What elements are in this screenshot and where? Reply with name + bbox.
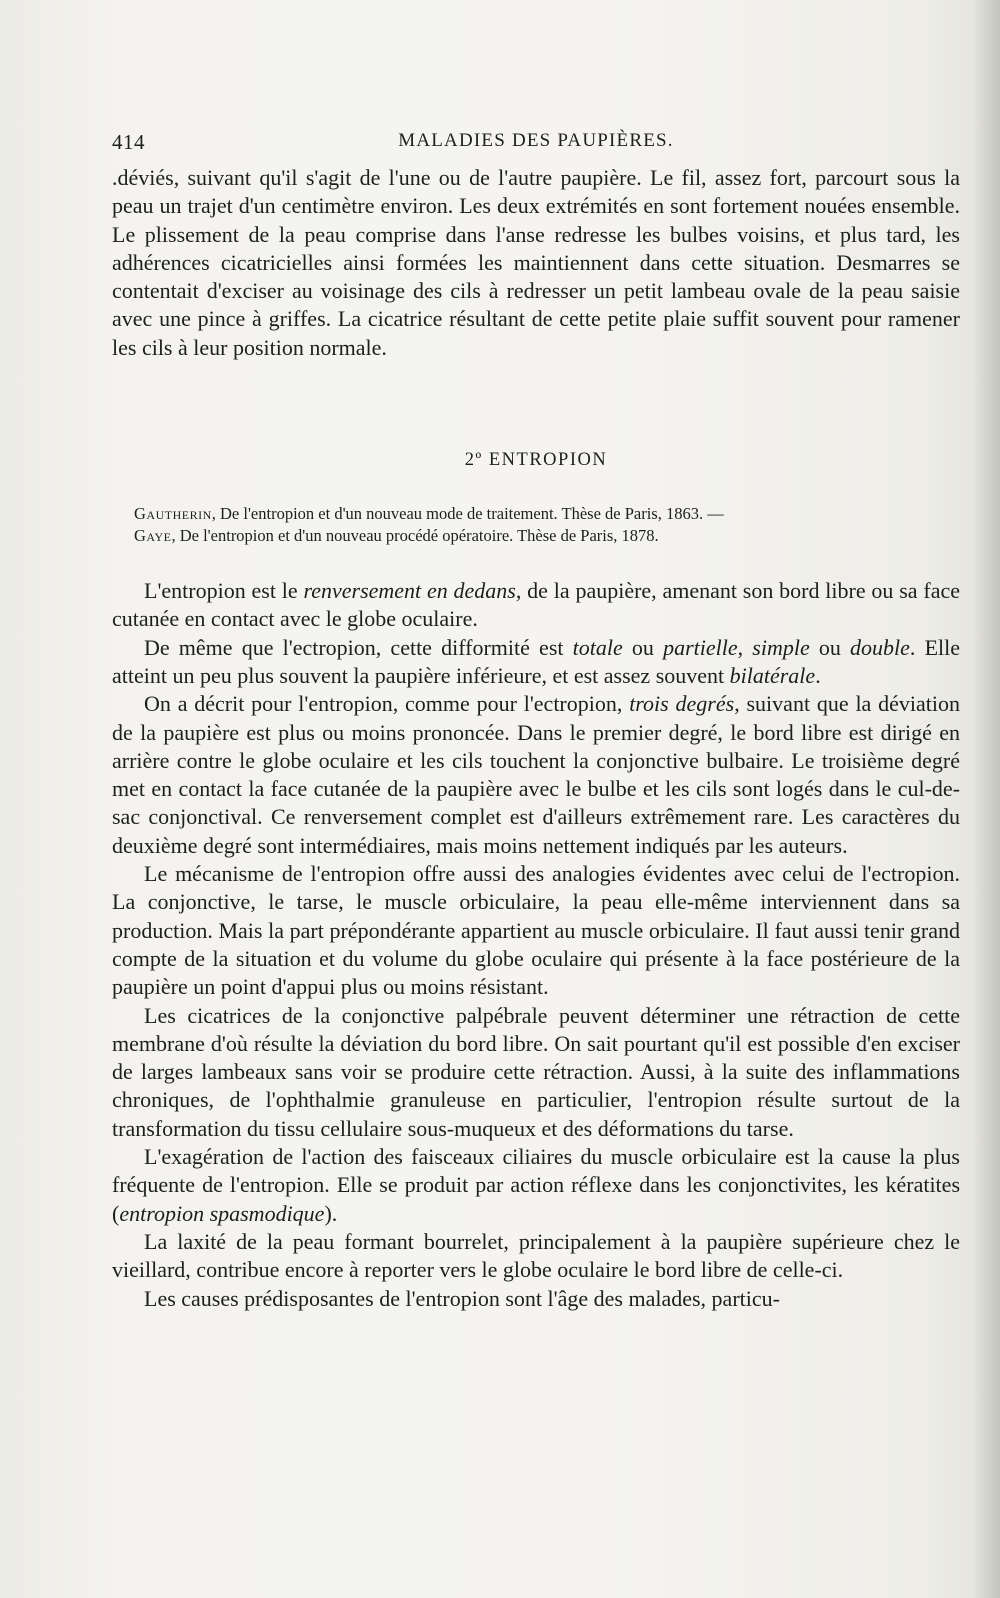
paragraph-7-text-a: L'exagération de l'action des faisceaux ciliaires du muscle orbiculaire est la cause la plus fréquente de l'entropion. Elle se produit par action réflexe dans les conjonctivites, les kératites ( bbox=[112, 1144, 960, 1226]
paragraph-3 bbox=[112, 634, 960, 691]
paragraph-4 bbox=[112, 690, 960, 860]
paragraph-9: Les causes prédisposantes de l'entropion sont l'âge des malades, particu- bbox=[144, 1285, 780, 1311]
page-content bbox=[112, 130, 960, 1313]
paragraph-3-italic-partielle: partielle bbox=[663, 634, 738, 660]
reference-1 bbox=[134, 503, 960, 525]
paragraph-2 bbox=[112, 577, 960, 634]
paragraph-2-text-a: L'entropion est le bbox=[144, 578, 304, 604]
paragraph-4-text-b: , suivant que la déviation de la paupière est plus ou moins prononcée. Dans le premier degré, le bord libre est dirigé en arrière contre le globe oculaire et les cils touchent la conjonctive bulbaire. Le troisième degré met en contact la face cutanée de la paupière avec le bulbe et les cils sont logés dans le cul-de-sac conjonctival. Ce renversement complet est d'ailleurs extrêmement rare. Les caractères du deuxième degré sont intermédiaires, mais moins nettement indiqués par les auteurs. bbox=[112, 691, 960, 858]
paragraph-7-italic: entropion spasmodique bbox=[119, 1200, 325, 1226]
reference-1-author: Gautherin bbox=[134, 504, 212, 524]
reference-2 bbox=[134, 525, 960, 547]
paragraph-8: La laxité de la peau formant bourrelet, principalement à la paupière supérieure chez le vieillard, contribue encore à reporter vers le globe oculaire le bord libre de celle-ci. bbox=[112, 1228, 960, 1283]
paragraph-7-text-b: ). bbox=[324, 1200, 338, 1226]
page-edge-shadow bbox=[972, 0, 1000, 1598]
bibliography bbox=[112, 503, 960, 547]
paragraph-4-italic: trois degrés bbox=[629, 691, 735, 717]
paragraph-3-text-e: . Elle atteint un peu plus souvent la paupière inférieure, et est assez souvent bbox=[112, 634, 961, 688]
paragraph-6: Les cicatrices de la conjonctive palpébrale peuvent déterminer une rétraction de cette membrane d'où résulte la déviation du bord libre. On sait pourtant qu'il est possible d'en exciser de larges lambeaux sans voir se produire cette rétraction. Aussi, à la suite des inflammations chroniques, de l'ophthalmie granuleuse en particulier, l'entropion résulte surtout de la transformation du tissu cellulaire sous-muqueux et des déformations du tarse. bbox=[112, 1002, 960, 1141]
running-title: MALADIES DES PAUPIÈRES. bbox=[398, 130, 674, 151]
paragraph-3-text-f: . bbox=[815, 662, 821, 688]
paragraph-5: Le mécanisme de l'entropion offre aussi des analogies évidentes avec celui de l'ectropion. La conjonctive, le tarse, le muscle orbiculaire, la peau elle-même interviennent dans sa production. Mais la part prépondérante appartient au muscle orbiculaire. Il faut aussi tenir grand compte de la situation et du volume du globe oculaire qui présente à la face postérieure de la paupière un point d'appui plus ou moins résistant. bbox=[112, 861, 960, 1000]
paragraph-7 bbox=[112, 1143, 960, 1228]
paragraph-3-text-b: ou bbox=[622, 634, 664, 660]
paragraph-3-text-a: De même que l'ectropion, cette difformité est bbox=[144, 634, 573, 660]
paragraph-3-italic-totale: totale bbox=[572, 634, 623, 660]
page-number: 414 bbox=[112, 130, 145, 154]
paragraph-4-text-a: On a décrit pour l'entropion, comme pour l'ectropion, bbox=[144, 691, 630, 717]
reference-1-text: , De l'entropion et d'un nouveau mode de traitement. Thèse de Paris, 1863. — bbox=[211, 504, 724, 524]
paragraph-3-text-c: , bbox=[737, 634, 753, 660]
section-title: 2º ENTROPION bbox=[464, 450, 608, 471]
paragraph-3-italic-simple: simple bbox=[752, 634, 810, 660]
paragraph-3-text-d: ou bbox=[809, 634, 851, 660]
reference-2-text: , De l'entropion et d'un nouveau procédé opératoire. Thèse de Paris, 1878. bbox=[171, 526, 659, 546]
paragraph-3-italic-double: double bbox=[850, 634, 910, 660]
paragraph-3-italic-bilaterale: bilatérale bbox=[729, 662, 816, 688]
running-head bbox=[112, 130, 960, 164]
paragraph-1: .déviés, suivant qu'il s'agit de l'une ou de l'autre paupière. Le fil, assez fort, parcourt sous la peau un trajet d'un centimètre environ. Les deux extrémités en sont fortement nouées ensemble. Le plissement de la peau comprise dans l'anse redresse les bulbes voisins, et plus tard, les adhérences cicatricielles ainsi formées les maintiennent dans cette situation. Desmarres se contentait d'exciser au voisinage des cils à redresser un petit lambeau ovale de la peau saisie avec une pince à griffes. La cicatrice résultant de cette petite plaie suffit souvent pour ramener les cils à leur position normale. bbox=[112, 165, 960, 360]
paragraph-2-italic: renversement en dedans bbox=[303, 578, 516, 604]
paragraph-2-text-b: , de la paupière, amenant son bord libre ou sa face cutanée en contact avec le globe oculaire. bbox=[112, 578, 960, 632]
reference-2-author: Gaye bbox=[134, 526, 172, 546]
